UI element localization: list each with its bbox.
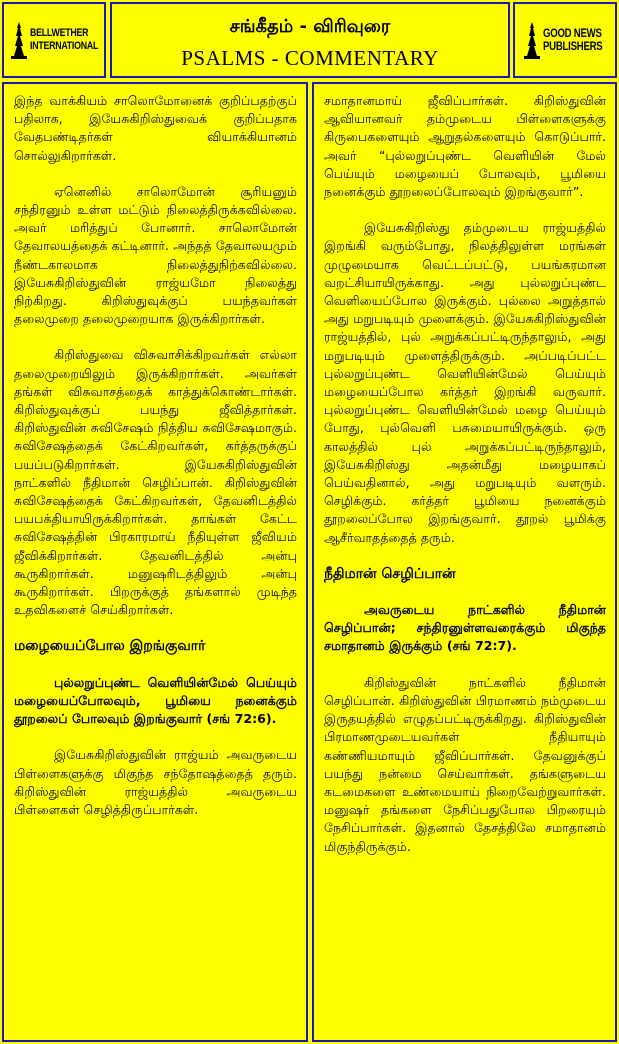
left-paragraph-3: கிறிஸ்துவை விசுவாசிக்கிறவர்கள் எல்லா தலைமுறையிலும் இருக்கிறார்கள். அவர்கள் தங்கள் விசுவாசத்தைக் காத்துக்கொண்டார்கள். கிறிஸ்துவுக்குப் பயந்து ஜீவித்தார்கள். கிறிஸ்துவின் சுவிசேஷம் நித்திய சுவிசேஷமாகும். சுவிசேஷத்தைக் கேட்கிறவர்கள், கர்த்தருக்குப் பயப்படுகிறார்கள். இயேசுகிறிஸ்துவின் நாட்களில் நீதிமான் செழிப்பான். கிறிஸ்துவின் சுவிசேஷத்தைக் கேட்கிறவர்கள், தேவனிடத்தில் பயபக்தியாயிருக்கிறார்கள். தாங்கள் கேட்ட சுவிசேஷத்தின் பிரகாரமாய் நீதியுள்ள ஜீவியம் ஜீவிக்கிறார்கள். தேவனிடத்தில் அன்பு கூருகிறார்கள். மனுஷரிடத்திலும் அன்பு கூருகிறார்கள். பிறருக்குத் தங்களால் முடிந்த உதவிகளைச் செய்கிறார்கள். [14,347,297,618]
bellwether-logo-line1: BELLWETHER [30,27,89,39]
title-english: PSALMS - COMMENTARY [181,46,439,70]
good-news-logo-line2: PUBLISHERS [543,39,603,53]
right-section-heading: நீதிமான் செழிப்பான் [324,565,456,582]
left-paragraph-1: இந்த வாக்கியம் சாலொமோனைக் குறிப்பதற்குப் பதிலாக, இயேசுகிறிஸ்துவைக் குறிப்பதாக வேதபண்டிதர்கள் வியாக்கியானம் சொல்லுகிறார்கள். [14,93,297,163]
left-column-content [14,92,297,837]
left-paragraph-2: ஏனெனில் சாலொமோன் சூரியனும் சந்திரனும் உள்ள மட்டும் நிலைத்திருக்கவில்லை. அவர் மரித்துப் போனார். சாலொமோன் தேவாலயத்தைக் கட்டினார். அந்தத் தேவாலயமும் நீண்டகாலமாக நிலைத்துநிற்கவில்லை. இயேசுகிறிஸ்துவின் ராஜ்யமோ நிலைத்து நிற்கிறது. கிறிஸ்துவுக்குப் பயந்தவர்கள் தலைமுறை தலைமுறையாக இருக்கிறார்கள். [14,183,297,327]
right-column-content [324,92,606,874]
right-column [312,82,617,1042]
header-right-logo-box [513,2,617,78]
left-column [2,82,308,1042]
bellwether-logo-icon [10,20,28,60]
title-tamil: சங்கீதம் - விரிவுரை [229,16,391,37]
left-section-heading: மழையைப்போல இறங்குவார் [14,638,206,655]
bellwether-logo-line2: INTERNATIONAL [30,40,99,52]
header-left-logo-box [2,2,106,78]
left-paragraph-4: இயேசுகிறிஸ்துவின் ராஜ்யம் அவருடைய பிள்ளைகளுக்கு மிகுந்த சந்தோஷத்தைத் தரும். கிறிஸ்துவின் ராஜ்யத்தில் அவருடைய பிள்ளைகள் செழித்திருப்பார்கள். [14,747,297,817]
right-paragraph-3: கிறிஸ்துவின் நாட்களில் நீதிமான் செழிப்பான். கிறிஸ்துவின் பிரமாணம் நம்முடைய இருதயத்தில் எழுதப்பட்டிருக்கிறது. கிறிஸ்துவின் பிரமாணமுடையவர்கள் நீதியாயும் கண்ணியமாயும் ஜீவிப்பார்கள். தேவனுக்குப் பயந்து நன்மை செய்வார்கள். தங்களுடைய கடமைகளை உண்மையாய் நிறைவேற்றுவார்கள். மனுஷர் தங்களை நேசிப்பதுபோல பிறரையும் நேசிப்பார்கள். இதனால் தேசத்திலே சமாதானம் மிகுந்திருக்கும். [324,674,606,854]
bellwether-logo [10,20,115,60]
good-news-logo-line1: GOOD NEWS [543,26,602,40]
left-verse: புல்லறுப்புண்ட வெளியின்மேல் பெய்யும் மழையைப்போலவும், பூமியை நனைக்கும் தூறலைப் போலவும் இறங்குவார் (சங் 72:6). [14,674,297,727]
right-paragraph-2: இயேசுகிறிஸ்து தம்முடைய ராஜ்யத்தில் இறங்கி வரும்போது, நிலத்திலுள்ள மரங்கள் முழுமையாக வெட்டப்பட்டு, பயங்கரமான வறட்சியாயிருக்காது. அது புல்லறுப்புண்ட வெளியைப்போல இருக்கும். புல்லை அறுத்தால் அது மறுபடியும் முளைக்கும். இயேசுகிறிஸ்துவின் ராஜ்யத்தில், புல் அறுக்கப்பட்டிருந்தாலும், அது மறுபடியும் முளைத்திருக்கும். அப்படிப்பட்ட புல்லறுப்புண்ட வெளியின்மேல் பெய்யும் மழையைப்போல கர்த்தர் இறங்கி வருவார். புல்லறுப்புண்ட வெளியின்மேல் மழை பெய்யும் போது, புல்வெளி பசுமையாயிருக்கும். ஒரு காலத்தில் புல் அறுக்கப்பட்டிருந்தாலும், இயேசுகிறிஸ்து அதன்மீது மழையாகப் பெய்வதினால், அது மறுபடியும் வளரும். செழிக்கும். கர்த்தர் பூமியை நனைக்கும் தூறலைப்போல இறங்குவார். தூறல் பூமிக்கு ஆசீர்வாதத்தைத் தரும். [324,220,606,545]
good-news-logo-icon [523,20,541,60]
right-verse: அவருடைய நாட்களில் நீதிமான் செழிப்பான்; சந்திரனுள்ளவரைக்கும் மிகுந்த சமாதானம் இருக்கும் (சங் 72:7). [324,602,606,654]
header-title-box [110,2,510,78]
good-news-logo [523,20,617,60]
right-paragraph-1: சமாதானமாய் ஜீவிப்பார்கள். கிறிஸ்துவின் ஆவியானவர் தம்முடைய பிள்ளைகளுக்கு கிருபைகளையும் ஆறுதல்களையும் கொடுப்பார். அவர் “புல்லறுப்புண்ட வெளியின் மேல் பெய்யும் மழையைப் போலவும், பூமியை நனைக்கும் தூறலைப்போலவும் இறங்குவார்”. [324,93,606,200]
